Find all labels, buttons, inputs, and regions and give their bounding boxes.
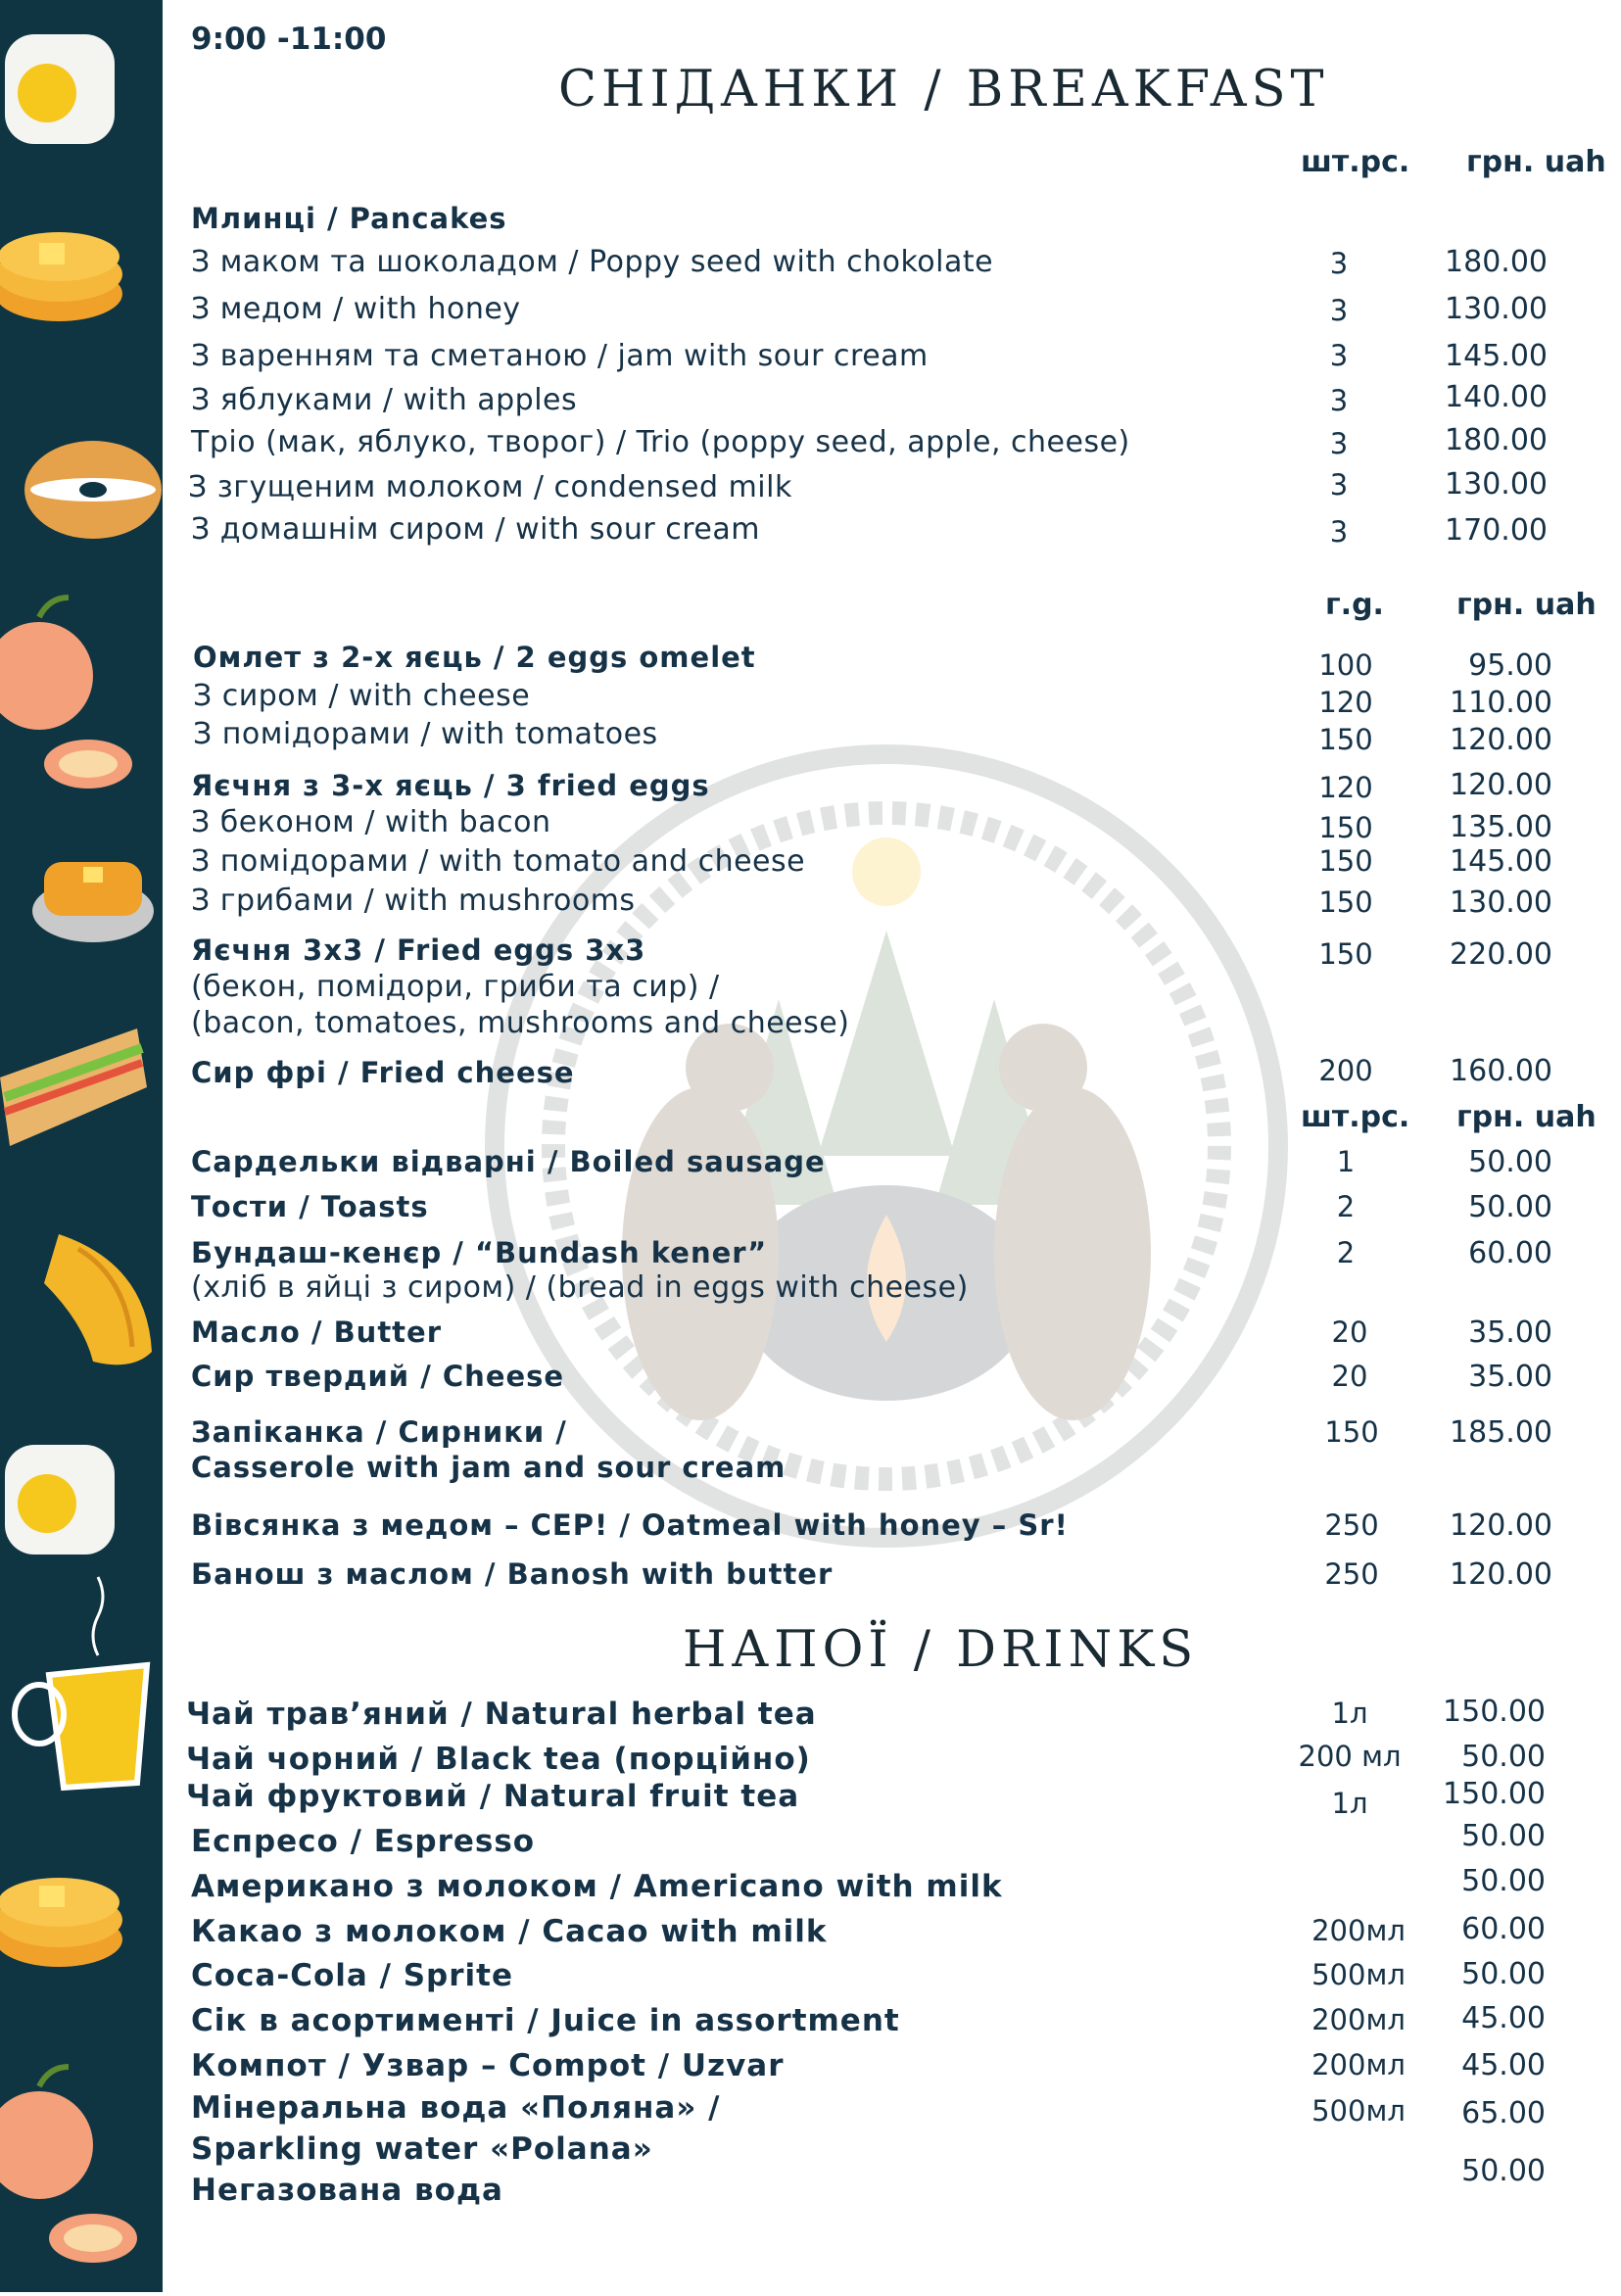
croissant-icon	[44, 1234, 152, 1364]
fried-egg-toast-icon	[5, 34, 115, 144]
omelet-item-price: 110.00	[1450, 686, 1552, 720]
drink-name: Чай трав’яний / Natural herbal tea	[186, 1697, 817, 1732]
drinks-title: НАПОЇ / DRINKS	[683, 1621, 1199, 1679]
drink-price: 45.00	[1461, 2048, 1546, 2082]
toasts-price: 50.00	[1468, 1190, 1552, 1224]
drink-name: Сік в асортименті / Juice in assortment	[191, 2003, 900, 2038]
fried-eggs-3x3-title: Яєчня 3х3 / Fried eggs 3х3	[191, 933, 646, 967]
fried-item-price: 135.00	[1450, 810, 1552, 844]
bagel-icon	[24, 441, 162, 539]
pancakes-icon	[0, 232, 122, 321]
pancake-name: З маком та шоколадом / Poppy seed with chokolate	[191, 245, 994, 279]
drink-price: 60.00	[1461, 1912, 1546, 1946]
pancake-qty: 3	[1329, 515, 1349, 549]
drink-price: 50.00	[1461, 1864, 1546, 1898]
fried-item-qty: 150	[1318, 885, 1373, 919]
sandwich-icon	[0, 1028, 147, 1146]
pancake-price: 145.00	[1445, 339, 1548, 373]
fried-cheese-title: Сир фрі / Fried cheese	[191, 1056, 575, 1089]
pancake-name: Тріо (мак, яблуко, творог) / Trio (poppy seed, apple, cheese)	[191, 425, 1130, 459]
fried-eggs-3x3-price: 220.00	[1450, 937, 1552, 972]
fried-item-price: 130.00	[1450, 885, 1552, 920]
banosh-price: 120.00	[1450, 1557, 1552, 1592]
drink-name: Американо з молоком / Americano with milk	[191, 1869, 1003, 1904]
omelet-title: Омлет з 2-х яєць / 2 eggs omelet	[193, 641, 756, 674]
drink-price: 45.00	[1461, 2001, 1546, 2035]
fried-item-qty: 150	[1318, 844, 1373, 878]
pancake-qty: 3	[1329, 247, 1349, 280]
fried-cheese-price: 160.00	[1450, 1054, 1552, 1088]
col-pcs-header: шт.рс.	[1301, 145, 1410, 179]
sausage-title: Сардельки відварні / Boiled sausage	[191, 1145, 826, 1178]
opening-hours: 9:00 -11:00	[191, 22, 387, 57]
pancake-name: З яблуками / with apples	[191, 383, 578, 417]
drink-price: 150.00	[1443, 1777, 1546, 1811]
drink-name: Компот / Узвар – Compot / Uzvar	[191, 2048, 785, 2083]
omelet-item-qty: 150	[1318, 723, 1373, 756]
pancake-qty: 3	[1329, 384, 1349, 417]
pancake-qty: 3	[1329, 339, 1349, 372]
mineral-water-volume: 500мл	[1311, 2094, 1406, 2128]
cheese-title: Сир твердий / Cheese	[191, 1360, 565, 1393]
fried-eggs-3x3-desc-en: (bacon, tomatoes, mushrooms and cheese)	[191, 1006, 850, 1040]
fried-item-name: З помідорами / with tomato and cheese	[191, 844, 806, 879]
pancake-name: З медом / with honey	[191, 292, 521, 326]
drink-volume: 1л	[1331, 1697, 1368, 1730]
drink-volume: 200мл	[1311, 2003, 1406, 2036]
butter-qty: 20	[1331, 1315, 1368, 1349]
drink-volume: 200мл	[1311, 2048, 1406, 2081]
cheese-qty: 20	[1331, 1360, 1368, 1393]
pancake-name: З варенням та сметаною / jam with sour cream	[191, 339, 929, 373]
pancake-qty: 3	[1329, 468, 1349, 502]
oatmeal-qty: 250	[1324, 1508, 1379, 1542]
waffle-icon	[32, 862, 154, 942]
pancake-qty: 3	[1329, 294, 1349, 327]
tea-cup-icon	[15, 1577, 147, 1788]
sausage-qty: 1	[1336, 1145, 1356, 1178]
casserole-qty: 150	[1324, 1415, 1379, 1449]
fried-eggs-price: 120.00	[1450, 768, 1552, 802]
pancake-qty: 3	[1329, 427, 1349, 460]
still-water-price: 50.00	[1461, 2154, 1546, 2188]
fried-item-name: З беконом / with bacon	[191, 805, 551, 839]
pancake-name: З домашнім сиром / with sour cream	[191, 512, 760, 547]
fried-eggs-3x3-qty: 150	[1318, 937, 1373, 971]
pancake-price: 180.00	[1445, 423, 1548, 457]
fried-egg-toast-icon-2	[5, 1445, 115, 1555]
omelet-item-name: З сиром / with cheese	[193, 679, 531, 713]
sparkling-water-title: Sparkling water «Polana»	[191, 2131, 653, 2167]
drink-name: Coca-Cola / Sprite	[191, 1958, 513, 1993]
omelet-item-name: З помідорами / with tomatoes	[193, 717, 658, 751]
casserole-title: Запіканка / Сирники /	[191, 1415, 567, 1449]
drink-price: 50.00	[1461, 1957, 1546, 1991]
casserole-price: 185.00	[1450, 1415, 1552, 1450]
fried-item-name: З грибами / with mushrooms	[191, 884, 636, 918]
drink-name: Чай чорний / Black tea (порційно)	[186, 1742, 811, 1777]
pancake-price: 170.00	[1445, 513, 1548, 548]
drink-name: Еспресо / Espresso	[191, 1824, 536, 1859]
bundash-desc: (хліб в яйці з сиром) / (bread in eggs with cheese)	[191, 1270, 969, 1305]
sidebar	[0, 0, 163, 2292]
fried-eggs-title: Яєчня з 3-х яєць / 3 fried eggs	[191, 769, 710, 802]
bundash-title: Бундаш-кенєр / “Bundash kener”	[191, 1236, 768, 1269]
drink-price: 150.00	[1443, 1695, 1546, 1729]
omelet-item-qty: 120	[1318, 686, 1373, 719]
col-uah-header: грн. uah	[1466, 145, 1606, 179]
breakfast-title: СНІДАНКИ / BREAKFAST	[558, 61, 1329, 119]
drink-volume: 500мл	[1311, 1958, 1406, 1991]
pancake-price: 130.00	[1445, 292, 1548, 326]
peach-icon	[0, 598, 132, 789]
bundash-price: 60.00	[1468, 1236, 1552, 1270]
still-water-title: Негазована вода	[191, 2173, 503, 2208]
pancake-price: 180.00	[1445, 245, 1548, 279]
fried-cheese-qty: 200	[1318, 1054, 1373, 1087]
butter-price: 35.00	[1468, 1315, 1552, 1350]
mineral-water-title: Мінеральна вода «Поляна» /	[191, 2090, 721, 2126]
oatmeal-title: Вівсянка з медом – СЕР! / Oatmeal with honey – Sr!	[191, 1508, 1069, 1542]
col-uah-header: грн. uah	[1456, 1100, 1597, 1134]
sidebar-illustrations	[0, 0, 163, 2292]
oatmeal-price: 120.00	[1450, 1508, 1552, 1543]
omelet-price: 95.00	[1468, 648, 1552, 683]
peach-icon-2	[0, 2067, 137, 2263]
col-uah-header: грн. uah	[1456, 588, 1597, 622]
drink-volume: 200 мл	[1298, 1740, 1402, 1773]
butter-title: Масло / Butter	[191, 1315, 443, 1349]
drink-volume: 1л	[1331, 1787, 1368, 1820]
col-grams-header: г.g.	[1325, 588, 1384, 622]
pancake-price: 130.00	[1445, 467, 1548, 502]
omelet-qty: 100	[1318, 648, 1373, 682]
fried-item-qty: 150	[1318, 811, 1373, 844]
omelet-item-price: 120.00	[1450, 723, 1552, 757]
cheese-price: 35.00	[1468, 1360, 1552, 1394]
banosh-qty: 250	[1324, 1557, 1379, 1591]
drink-price: 50.00	[1461, 1740, 1546, 1774]
pancake-name: З згущеним молоком / condensed milk	[188, 470, 792, 504]
casserole-desc: Casserole with jam and sour cream	[191, 1451, 787, 1484]
bundash-qty: 2	[1336, 1236, 1356, 1269]
fried-eggs-3x3-desc-ua: (бекон, помідори, гриби та сир) /	[191, 970, 720, 1004]
pancakes-title: Млинці / Pancakes	[191, 202, 507, 235]
toasts-qty: 2	[1336, 1190, 1356, 1223]
fried-eggs-qty: 120	[1318, 771, 1373, 804]
pancake-price: 140.00	[1445, 380, 1548, 414]
pancakes-icon-2	[0, 1878, 122, 1967]
drink-name: Чай фруктовий / Natural fruit tea	[186, 1779, 800, 1814]
fried-item-price: 145.00	[1450, 844, 1552, 879]
toasts-title: Тости / Toasts	[191, 1190, 429, 1223]
drink-price: 50.00	[1461, 1819, 1546, 1853]
drink-volume: 200мл	[1311, 1914, 1406, 1947]
banosh-title: Банош з маслом / Banosh with butter	[191, 1557, 834, 1591]
mineral-water-price: 65.00	[1461, 2096, 1546, 2130]
drink-name: Какао з молоком / Cacao with milk	[191, 1914, 828, 1949]
col-pcs-header: шт.рс.	[1301, 1100, 1410, 1134]
sausage-price: 50.00	[1468, 1145, 1552, 1179]
